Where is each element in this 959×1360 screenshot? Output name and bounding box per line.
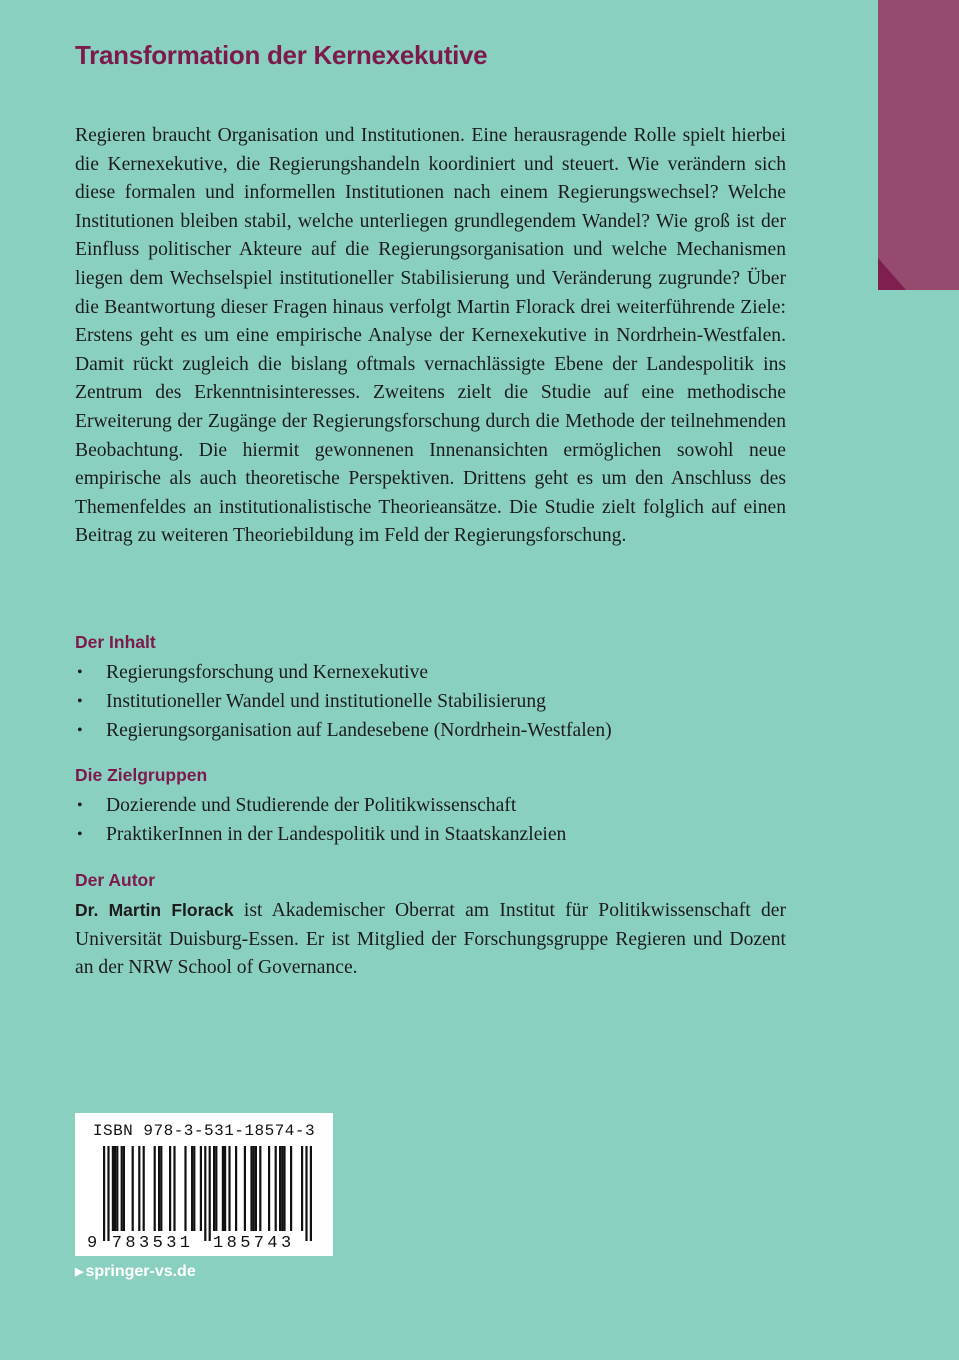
author-bio bbox=[75, 896, 786, 983]
barcode-bar bbox=[213, 1146, 215, 1231]
author-section bbox=[75, 868, 786, 983]
barcode-bar bbox=[191, 1146, 193, 1231]
contents-item: Regierungsorganisation auf Landesebene (Nordrhein-Westfalen) bbox=[106, 720, 612, 741]
side-band-notch bbox=[878, 258, 906, 290]
barcode-box bbox=[75, 1113, 333, 1256]
barcode-bar bbox=[281, 1146, 283, 1231]
author-name: Dr. Martin Florack bbox=[75, 900, 234, 920]
barcode-bar bbox=[116, 1146, 118, 1231]
contents-list bbox=[75, 658, 786, 745]
barcode-bar bbox=[114, 1146, 116, 1231]
barcode-digits-left: 7 8 3 5 3 1 bbox=[111, 1234, 191, 1253]
author-bio-text: ist Akademischer Oberrat am Institut für Politikwissenschaft der Universität Duisburg-Essen. Er ist Mitglied der Forschungsgruppe Regieren und Dozent an der NRW School of Governance. bbox=[75, 900, 786, 979]
isbn-label: ISBN 978-3-531-18574-3 bbox=[92, 1122, 316, 1140]
book-description: Regieren braucht Organisation und Institutionen. Eine herausragende Rolle spielt hierbei die Kernexekutive, die Regierungshandeln koordiniert und steuert. Wie verändern sich diese formalen und informellen Institutionen nach einem Regierungswechsel? Welche Institutionen bleiben stabil, welche unterliegen grundlegendem Wandel? Wie groß ist der Einfluss politischer Akteure auf die Regierungsorganisation und welche Mechanismen liegen dem Wechselspiel institutioneller Stabilisierung und Veränderung zugrunde? Über die Beantwortung dieser Fragen hinaus verfolgt Martin Florack drei weiterführende Ziele: Erstens geht es um eine empirische Analyse der Kernexekutive in Nordrhein-Westfalen. Damit rückt zugleich die bislang oftmals vernachlässigte Ebene der Landespolitik ins Zentrum des Erkenntnisinteresses. Zweitens zielt die Studie auf eine methodische Erweiterung der Zugänge der Regierungsforschung durch die Methode der teilnehmenden Beobachtung. Die hiermit gewonnenen Innenansichten ermöglichen sowohl neue empirische als auch theoretische Perspektiven. Drittens geht es um den Anschluss des Themenfeldes an institutionalistische Theorieansätze. Die Studie zielt folglich auf einen Beitrag zu weiteren Theoriebildung im Feld der Regierungsforschung. bbox=[75, 125, 786, 547]
barcode-bar bbox=[250, 1146, 252, 1231]
barcode-bar bbox=[138, 1146, 140, 1231]
barcode-bar bbox=[228, 1146, 230, 1231]
audience-item: Dozierende und Studierende der Politikwissenschaft bbox=[106, 795, 517, 816]
contents-section bbox=[75, 630, 786, 745]
barcode-bar bbox=[204, 1146, 206, 1241]
publisher-website-link[interactable] bbox=[75, 1263, 196, 1281]
barcode-bar bbox=[253, 1146, 255, 1231]
barcode-bar bbox=[169, 1146, 171, 1231]
barcode-bar bbox=[193, 1146, 195, 1231]
barcode-bar bbox=[143, 1146, 145, 1231]
barcode-bar bbox=[259, 1146, 261, 1231]
barcode-bar bbox=[215, 1146, 217, 1231]
barcode-bar bbox=[268, 1146, 270, 1231]
author-heading: Der Autor bbox=[75, 870, 156, 890]
audience-list bbox=[75, 791, 786, 849]
list-item bbox=[75, 716, 786, 745]
contents-item: Institutioneller Wandel und institutionelle Stabilisierung bbox=[106, 691, 546, 712]
bullet-icon: • bbox=[77, 722, 83, 739]
barcode-bar bbox=[132, 1146, 134, 1231]
arrow-right-icon: ▶ bbox=[75, 1266, 84, 1278]
barcode-bar bbox=[235, 1146, 237, 1231]
barcode-bar bbox=[112, 1146, 114, 1231]
barcode-bar bbox=[209, 1146, 211, 1241]
barcode-bar bbox=[224, 1146, 226, 1231]
barcode-bar bbox=[123, 1146, 125, 1231]
list-item bbox=[75, 820, 786, 849]
side-color-band bbox=[878, 0, 959, 290]
barcode-bar bbox=[310, 1146, 312, 1241]
barcode-digit-first: 9 bbox=[87, 1234, 98, 1253]
barcode-bar bbox=[305, 1146, 307, 1241]
barcode-bar bbox=[222, 1146, 224, 1231]
barcode-bar bbox=[301, 1146, 303, 1231]
barcode-bar bbox=[279, 1146, 281, 1231]
barcode-bar bbox=[158, 1146, 160, 1231]
barcode-bar bbox=[121, 1146, 123, 1231]
barcode-bar bbox=[200, 1146, 202, 1231]
bullet-icon: • bbox=[77, 664, 83, 681]
list-item bbox=[75, 687, 786, 716]
contents-item: Regierungsforschung und Kernexekutive bbox=[106, 662, 429, 683]
barcode-bar bbox=[184, 1146, 186, 1231]
barcode-bar bbox=[103, 1146, 105, 1241]
book-title: Transformation der Kernexekutive bbox=[75, 40, 488, 70]
barcode-bar bbox=[173, 1146, 175, 1231]
audience-section bbox=[75, 763, 786, 849]
list-item bbox=[75, 791, 786, 820]
barcode-bar bbox=[275, 1146, 277, 1231]
barcode-bar bbox=[154, 1146, 156, 1231]
bullet-icon: • bbox=[77, 826, 83, 843]
bullet-icon: • bbox=[77, 797, 83, 814]
audience-item: PraktikerInnen in der Landespolitik und in Staatskanzleien bbox=[106, 824, 567, 845]
website-text: springer-vs.de bbox=[85, 1263, 196, 1280]
barcode-bar bbox=[107, 1146, 109, 1241]
audience-heading: Die Zielgruppen bbox=[75, 765, 208, 785]
list-item bbox=[75, 658, 786, 687]
contents-heading: Der Inhalt bbox=[75, 632, 156, 652]
barcode-bar bbox=[244, 1146, 246, 1231]
barcode-digits-right: 1 8 5 7 4 3 bbox=[213, 1234, 292, 1253]
bullet-icon: • bbox=[77, 693, 83, 710]
barcode-bar bbox=[290, 1146, 292, 1231]
barcode-bar bbox=[283, 1146, 285, 1231]
barcode-bar bbox=[160, 1146, 162, 1231]
barcode-bar bbox=[255, 1146, 257, 1231]
